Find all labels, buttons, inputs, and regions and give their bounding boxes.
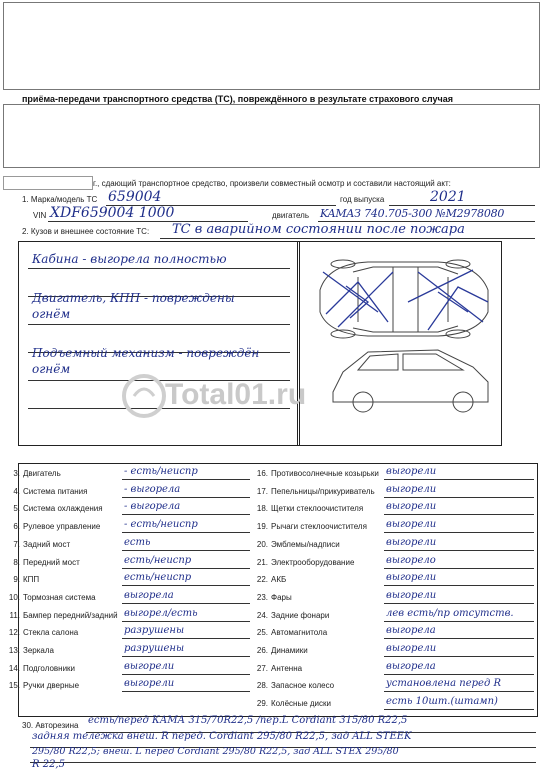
checklist-value: выгорели xyxy=(386,572,437,584)
checklist-line xyxy=(122,532,250,533)
checklist-label-text: Фары xyxy=(271,592,292,602)
checklist-line xyxy=(122,497,250,498)
checklist-line xyxy=(384,497,534,498)
checklist-line xyxy=(384,674,534,675)
checklist-value: выгорели xyxy=(386,519,437,531)
checklist-label xyxy=(252,646,308,655)
body-condition-value: ТС в аварийном состоянии после пожара xyxy=(172,222,465,237)
checklist-label-text: КПП xyxy=(23,575,40,585)
checklist-label xyxy=(4,681,79,690)
checklist-label xyxy=(252,469,379,478)
checklist-label xyxy=(4,628,78,637)
checklist-label xyxy=(4,646,54,655)
checklist-row xyxy=(4,589,250,605)
checklist-label xyxy=(252,699,331,708)
checklist-line xyxy=(122,479,250,480)
checklist-line xyxy=(122,514,250,515)
checklist-label-text: Колёсные диски xyxy=(271,699,331,709)
checklist-value: выгорели xyxy=(386,501,437,513)
redacted-header-box xyxy=(3,2,540,90)
checklist-row xyxy=(4,660,250,676)
engine-label: двигатель xyxy=(272,211,309,220)
watermark-logo xyxy=(120,372,168,420)
year-line xyxy=(389,205,535,206)
checklist-line xyxy=(122,568,250,569)
checklist-label-text: Динамики xyxy=(271,646,308,655)
checklist-line xyxy=(384,709,534,710)
checklist-row xyxy=(252,678,534,693)
checklist-number: 14. xyxy=(8,663,20,673)
checklist-value: лев есть/пр отсутств. xyxy=(386,607,514,619)
checklist-label-text: Задние фонари xyxy=(271,610,330,620)
checklist-row xyxy=(252,519,534,534)
intro-text: г., сдающий транспортное средство, произвели совместный осмотр и составили настоящий акт: xyxy=(93,179,451,188)
checklist-label-text: Бампер передний/задний xyxy=(23,610,118,620)
checklist-value: выгорели xyxy=(386,466,437,477)
vin-value: XDF659004 1000 xyxy=(50,205,175,221)
checklist-row xyxy=(252,589,534,605)
checklist-label-text: Тормозная система xyxy=(23,592,96,602)
checklist-line xyxy=(384,656,534,657)
checklist-value: есть/неиспр xyxy=(124,572,192,584)
checklist-label xyxy=(252,575,286,584)
checklist-row xyxy=(4,554,250,570)
checklist-value: выгорели xyxy=(386,483,437,495)
checklist-number: 22. xyxy=(256,575,268,585)
checklist-label-text: Двигатель xyxy=(23,469,61,478)
checklist-label xyxy=(252,540,340,549)
checklist-value: выгорело xyxy=(386,554,436,566)
checklist-value: выгорели xyxy=(386,589,437,601)
checklist-label-text: Стекла салона xyxy=(23,628,79,638)
checklist-number: 27. xyxy=(256,663,268,673)
checklist-line xyxy=(384,550,534,551)
checklist-label xyxy=(252,611,329,620)
checklist-row xyxy=(252,501,534,516)
notes-line-1 xyxy=(28,268,290,269)
checklist-row xyxy=(252,572,534,587)
tires-value-4: R 22,5 xyxy=(32,759,65,770)
checklist-label-text: Передний мост xyxy=(23,557,80,567)
checklist-number: 18. xyxy=(256,504,268,514)
tires-value-1: есть/перед КАМА 315/70R22,5 /пер.L Cordiant 315/80 R22,5 xyxy=(88,715,408,726)
checklist-label-text: Система питания xyxy=(23,486,88,496)
checklist-label-text: Запасное колесо xyxy=(271,681,335,691)
checklist-number: 10. xyxy=(8,592,20,602)
checklist-row xyxy=(252,607,534,623)
checklist-label-text: Щетки стеклоочистителя xyxy=(271,504,364,514)
checklist-value: разрушены xyxy=(124,643,185,654)
checklist-label xyxy=(252,487,375,496)
checklist-label-text: Зеркала xyxy=(23,646,54,655)
checklist-label-text: Антенна xyxy=(271,663,303,673)
checklist-row xyxy=(252,696,534,711)
checklist-row xyxy=(4,483,250,499)
checklist-label xyxy=(4,522,100,531)
checklist-label xyxy=(252,664,302,673)
checklist-label xyxy=(252,681,334,690)
checklist-line xyxy=(384,603,534,604)
document-subtitle: приёма-передачи транспортного средства (ТС), повреждённого в результате страхового случая xyxy=(22,94,454,104)
tires-line-3 xyxy=(30,762,536,763)
checklist-number: 24. xyxy=(256,610,268,620)
checklist-label xyxy=(4,469,61,478)
checklist-number: 3. xyxy=(13,469,20,478)
checklist-row xyxy=(252,536,534,552)
checklist-line xyxy=(384,568,534,569)
checklist-number: 28. xyxy=(256,681,268,691)
note-cabin: Кабина - выгорела полностью xyxy=(32,252,227,266)
checklist-number: 15. xyxy=(8,681,20,691)
checklist-label xyxy=(4,664,75,673)
checklist-label xyxy=(252,558,354,567)
checklist-row xyxy=(4,519,250,534)
checklist-row xyxy=(252,483,534,499)
body-condition-line xyxy=(160,238,535,239)
watermark-text: Total01.ru xyxy=(165,378,307,411)
checklist-line xyxy=(384,479,534,480)
checklist-line xyxy=(384,691,534,692)
note-engine: Двигатель, КПП - повреждены огнём xyxy=(32,291,235,321)
checklist-number: 29. xyxy=(256,699,268,709)
checklist-number: 21. xyxy=(256,557,268,567)
vin-label: VIN xyxy=(33,211,47,220)
checklist-number: 6. xyxy=(13,522,20,532)
checklist-number: 13. xyxy=(8,646,20,655)
checklist-label xyxy=(4,575,39,584)
checklist-number: 11. xyxy=(9,610,20,620)
checklist-value: выгорела xyxy=(124,589,174,601)
checklist-label-text: Эмблемы/надписи xyxy=(271,539,340,549)
checklist-row xyxy=(252,466,534,481)
checklist-label-text: Автомагнитола xyxy=(271,628,328,638)
checklist-row xyxy=(4,625,250,640)
checklist-label xyxy=(252,504,363,513)
checklist-label-text: Задний мост xyxy=(23,539,71,549)
checklist-number: 5. xyxy=(13,504,20,514)
redacted-name-field xyxy=(3,176,93,190)
checklist-value: - выгорела xyxy=(124,501,181,513)
checklist-label xyxy=(4,611,118,620)
checklist-label xyxy=(252,522,367,531)
checklist-label-text: Рулевое управление xyxy=(23,522,101,532)
checklist-value: есть 10шт.(штамп) xyxy=(386,696,498,708)
checklist-label xyxy=(4,487,87,496)
checklist-value: - есть/неиспр xyxy=(124,466,198,477)
checklist-value: - есть/неиспр xyxy=(124,519,198,531)
checklist-number: 16. xyxy=(256,469,268,478)
checklist-number: 19. xyxy=(256,522,268,532)
checklist-label xyxy=(252,628,327,637)
year-label: год выпуска xyxy=(340,195,385,204)
checklist-line xyxy=(384,621,534,622)
checklist-row xyxy=(4,572,250,587)
checklist-number: 17. xyxy=(256,486,268,496)
make-model-value: 659004 xyxy=(108,189,162,205)
checklist-row xyxy=(4,643,250,658)
checklist-line xyxy=(122,585,250,586)
checklist-value: выгорела xyxy=(386,660,436,672)
checklist-line xyxy=(122,603,250,604)
vehicle-diagram xyxy=(298,242,500,444)
checklist-line xyxy=(384,532,534,533)
body-condition-label: 2. Кузов и внешнее состояние ТС: xyxy=(22,227,150,236)
checklist-value: выгорел/есть xyxy=(124,607,198,619)
checklist-value: установлена перед R xyxy=(386,678,502,690)
tires-label: 30. Авторезина xyxy=(22,721,79,730)
checklist-label-text: Система охлаждения xyxy=(23,504,103,514)
checklist-label xyxy=(4,504,103,513)
checklist-value: выгорели xyxy=(124,678,175,690)
checklist-number: 23. xyxy=(256,592,268,602)
checklist-value: есть/неиспр xyxy=(124,554,192,566)
redacted-parties-box xyxy=(3,104,540,168)
checklist-label-text: Электрооборудование xyxy=(271,557,355,567)
checklist-value: разрушены xyxy=(124,625,185,637)
checklist-row xyxy=(252,643,534,658)
notes-line-3 xyxy=(28,324,290,325)
checklist-value: есть xyxy=(124,536,151,548)
checklist-line xyxy=(122,656,250,657)
engine-value: KAMAЗ 740.705-300 №М2978080 xyxy=(320,207,505,220)
checklist-label xyxy=(252,593,292,602)
checklist-row xyxy=(252,554,534,570)
checklist-value: выгорела xyxy=(386,625,436,637)
checklist-label xyxy=(4,540,70,549)
checklist-number: 7. xyxy=(13,539,20,549)
tires-value-3: 295/80 R22,5; внеш. L перед Cordiant 295/80 R22,5, зад ALL STEX 295/80 xyxy=(32,746,399,757)
checklist-row xyxy=(4,501,250,516)
checklist-line xyxy=(384,638,534,639)
year-value: 2021 xyxy=(430,189,466,205)
checklist-row xyxy=(4,536,250,552)
checklist-value: выгорели xyxy=(386,536,437,548)
checklist-row xyxy=(4,466,250,481)
checklist-line xyxy=(384,514,534,515)
checklist-number: 25. xyxy=(256,628,268,638)
checklist-line xyxy=(122,638,250,639)
checklist-label-text: Ручки дверные xyxy=(23,681,80,691)
checklist-row xyxy=(4,607,250,623)
checklist-number: 8. xyxy=(13,557,20,567)
make-model-label: 1. Марка/модель ТС xyxy=(22,195,98,204)
checklist-value: выгорели xyxy=(386,643,437,654)
checklist-value: - выгорела xyxy=(124,483,181,495)
checklist-value: выгорели xyxy=(124,660,175,672)
checklist-row xyxy=(252,625,534,640)
checklist-line xyxy=(122,550,250,551)
checklist-label-text: АКБ xyxy=(271,575,287,585)
checklist-label-text: Противосолнечные козырьки xyxy=(271,469,379,478)
checklist-label xyxy=(4,593,96,602)
checklist-line xyxy=(122,621,250,622)
checklist-label-text: Пепельницы/прикуриватель xyxy=(271,486,375,496)
checklist-number: 26. xyxy=(256,646,268,655)
checklist-line xyxy=(122,674,250,675)
checklist-row xyxy=(252,660,534,676)
checklist-label-text: Подголовники xyxy=(23,663,76,673)
checklist-label xyxy=(4,558,80,567)
checklist-number: 20. xyxy=(256,539,268,549)
checklist-label-text: Рычаги стеклоочистителя xyxy=(271,522,367,532)
checklist-line xyxy=(122,691,250,692)
checklist-row xyxy=(4,678,250,693)
checklist-number: 4. xyxy=(13,486,20,496)
checklist-number: 9. xyxy=(13,575,20,585)
tires-value-2: задняя тележка внеш. R перед. Cordiant 295/80 R22,5, зад ALL STEEK xyxy=(32,731,412,742)
checklist-number: 12. xyxy=(8,628,20,638)
note-lift: Подъемный механизм - повреждён огнём xyxy=(32,346,260,376)
checklist-line xyxy=(384,585,534,586)
